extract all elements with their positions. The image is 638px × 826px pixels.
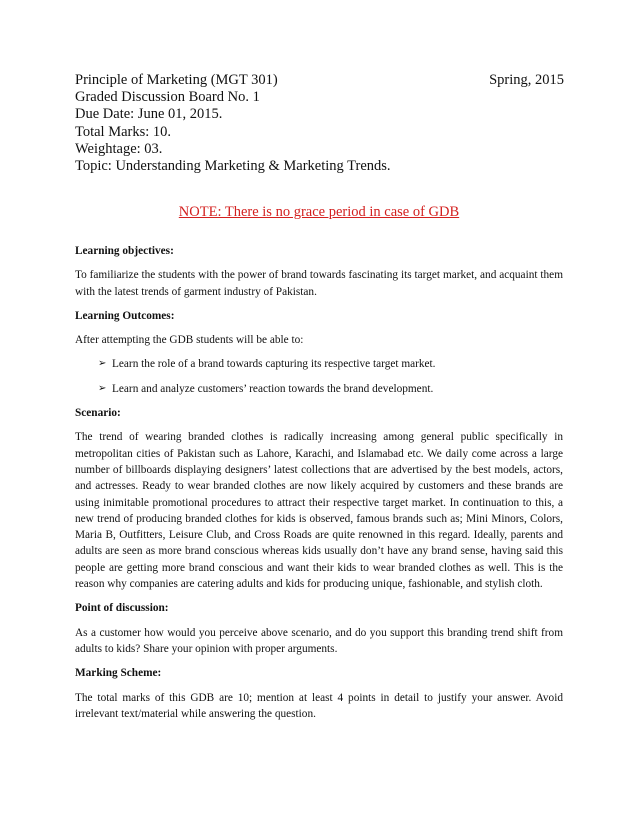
topic: Topic: Understanding Marketing & Marketing Trends. — [75, 158, 391, 175]
course-title: Principle of Marketing (MGT 301) — [75, 72, 278, 88]
due-date: Due Date: June 01, 2015. — [75, 106, 223, 123]
list-item — [98, 381, 563, 397]
discussion-text: As a customer how would you perceive above scenario, and do you support this branding trend shift from adults to kids? Share your opinion with proper arguments. — [75, 626, 563, 655]
discussion-heading: Point of discussion: — [75, 602, 169, 615]
arrow-bullet-icon: ➢ — [98, 382, 107, 394]
outcomes-list — [75, 356, 563, 397]
outcome-text: Learn the role of a brand towards capturing its respective target market. — [112, 358, 436, 371]
document-body — [75, 243, 563, 730]
semester: Spring, 2015 — [489, 72, 564, 88]
total-marks: Total Marks: 10. — [75, 123, 172, 140]
document-header — [75, 72, 564, 175]
objectives-heading: Learning objectives: — [75, 245, 174, 257]
scenario-text: The trend of wearing branded clothes is radically increasing among general public specifically in metropolitan cities of Pakistan such as Lahore, Karachi, and Islamabad etc. We daily come across a large number of billboards displaying designers’ latest collections that are advertised by the best models, actors, and actresses. Ready to wear branded clothes are now likely acquired by customers and these brands are using inimitable promotional procedures to attract their respective target market. In continuation to this, a new trend of producing branded clothes for kids is observed, famous brands such as; Mini Minors, Colors, Maria B, Outfitters, Leisure Club, and Cross Roads are quite renowned in this regard. Ideally, parents and adults are seen as more brand conscious whereas kids usually don’t have any brand sense, having said this people are getting more brand conscious and want their kids to wear branded clothes as well. This is the reason why companies are catering adults and kids for producing unique, fashionable, and stylish cloth. — [75, 431, 563, 591]
outcomes-intro: After attempting the GDB students will be able to: — [75, 334, 304, 347]
arrow-bullet-icon: ➢ — [98, 358, 107, 370]
header-course-row — [75, 72, 564, 89]
outcomes-heading: Learning Outcomes: — [75, 309, 175, 322]
gdb-number: Graded Discussion Board No. 1 — [75, 89, 260, 106]
weightage: Weightage: 03. — [75, 140, 163, 157]
list-item — [98, 356, 563, 372]
marking-text: The total marks of this GDB are 10; mention at least 4 points in detail to justify your answer. Avoid irrelevant text/material while answering the question. — [75, 691, 563, 720]
marking-heading: Marking Scheme: — [75, 667, 162, 680]
objectives-text: To familiarize the students with the power of brand towards fascinating its target market, and acquaint them with the latest trends of garment industry of Pakistan. — [75, 269, 563, 298]
outcome-text: Learn and analyze customers’ reaction towards the brand development. — [112, 382, 434, 395]
scenario-heading: Scenario: — [75, 407, 121, 420]
grace-period-note: NOTE: There is no grace period in case of GDB — [178, 204, 460, 220]
